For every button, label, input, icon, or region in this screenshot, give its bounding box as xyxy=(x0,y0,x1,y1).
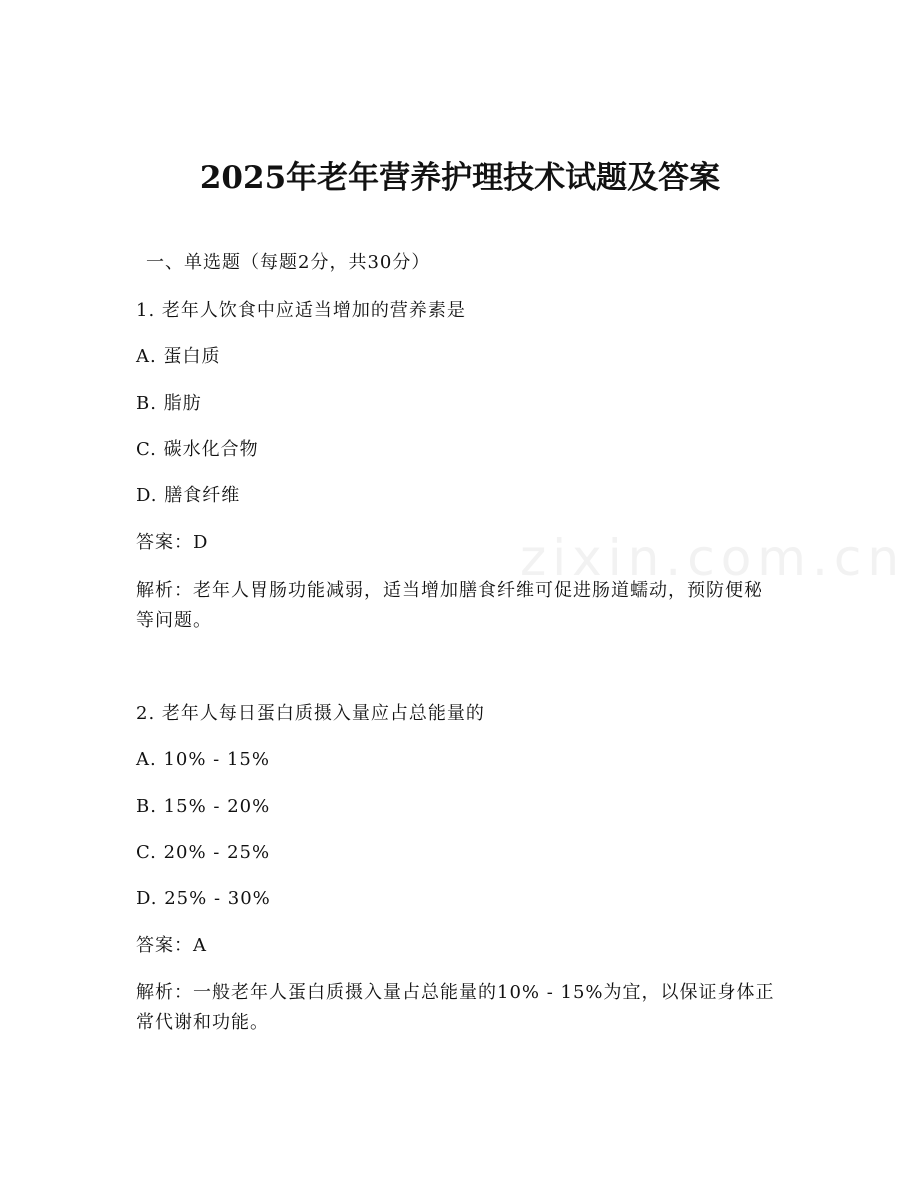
question-2-option-c: C. 20% - 25% xyxy=(136,842,271,863)
question-1-analysis: 解析：老年人胃肠功能减弱，适当增加膳食纤维可促进肠道蠕动，预防便秘等问题。 xyxy=(136,580,763,631)
question-1-option-d: D. 膳食纤维 xyxy=(136,485,241,506)
question-1-option-b: B. 脂肪 xyxy=(136,393,202,414)
question-2-option-a: A. 10% - 15% xyxy=(136,749,270,770)
question-1-option-c: C. 碳水化合物 xyxy=(136,439,259,460)
question-1-option-a: A. 蛋白质 xyxy=(136,346,221,367)
question-2-answer: 答案：A xyxy=(136,935,207,956)
section-heading: 一、单选题（每题2分，共30分） xyxy=(146,252,431,273)
question-1-stem: 1. 老年人饮食中应适当增加的营养素是 xyxy=(136,300,466,321)
document-title: 2025年老年营养护理技术试题及答案 xyxy=(199,160,721,196)
question-2-option-b: B. 15% - 20% xyxy=(136,796,271,817)
question-2-stem: 2. 老年人每日蛋白质摄入量应占总能量的 xyxy=(136,703,485,724)
question-2-analysis: 解析：一般老年人蛋白质摄入量占总能量的10% - 15%为宜，以保证身体正常代谢和功能。 xyxy=(136,982,775,1033)
question-2-option-d: D. 25% - 30% xyxy=(136,888,271,909)
question-1-answer: 答案：D xyxy=(136,532,209,553)
watermark: zixin.com.cn xyxy=(520,529,906,587)
